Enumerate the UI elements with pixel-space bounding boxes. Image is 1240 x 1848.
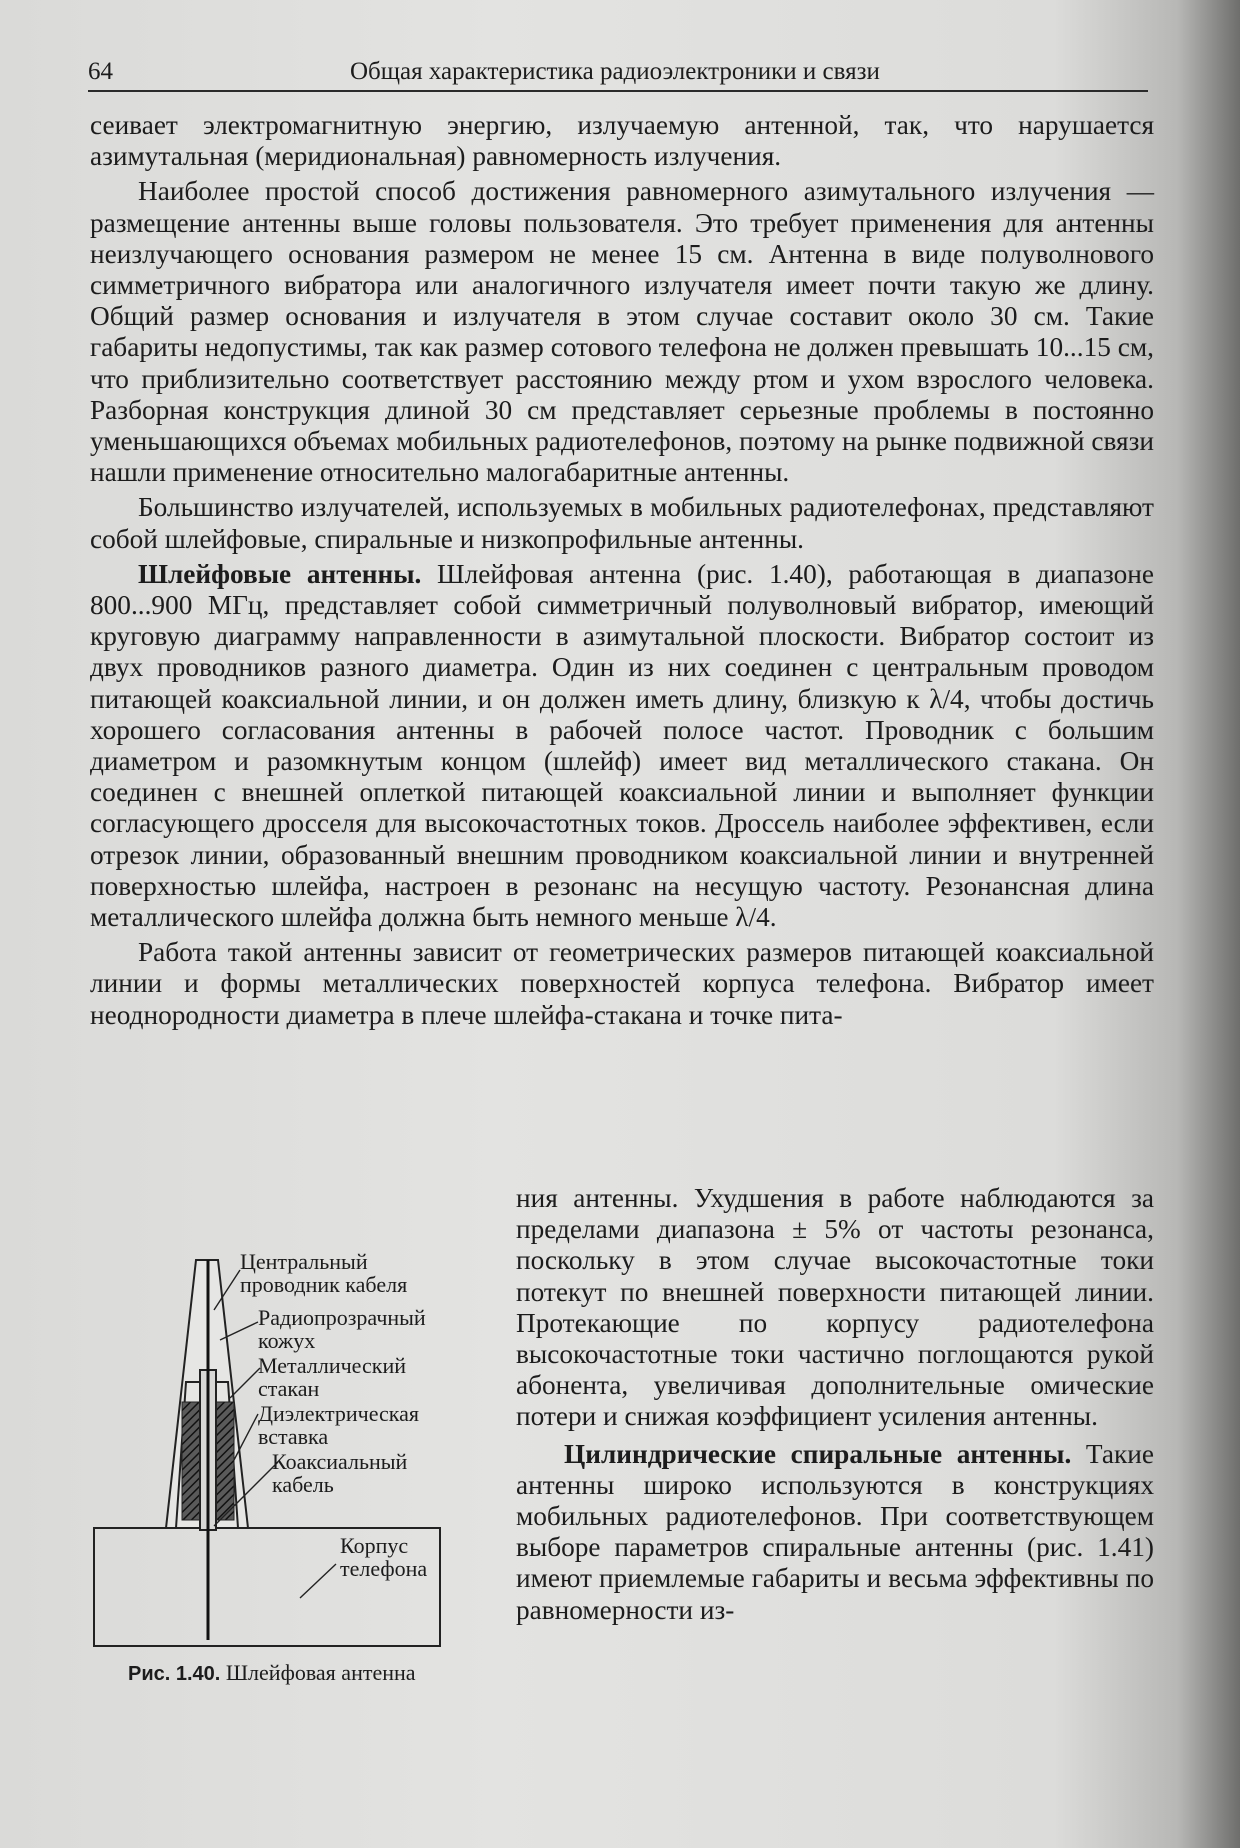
paragraph-antenna-operation: Работа такой антенны зависит от геометрических размеров питающей коаксиальной линии и формы металлических поверхностей корпуса телефона. Вибратор имеет неоднородности диаметра в плече шлейфа-стакана и точке пита- [90,937,1154,1030]
section-heading-loop-antennas: Шлейфовые антенны. [138,558,422,589]
figure-caption [128,1660,416,1686]
figure-caption-number: Рис. 1.40. [128,1663,221,1685]
label-dielectric-insert: Диэлектрическая вставка [258,1401,420,1449]
body-text-upper [90,110,1154,1031]
label-coax-cable: Коаксиальный кабель [272,1449,408,1497]
paragraph-helical-antennas-text: Такие антенны широко используются в конструкциях мобильных радиотелефонов. При соответствующем выборе параметров спиральные антенны (рис. 1.41) имеют приемлемые габариты и весьма эффективны по равномерности из- [516,1438,1155,1625]
figure-caption-text: Шлейфовая антенна [220,1660,416,1685]
label-phone-body: Корпус телефона [340,1533,428,1581]
page-number: 64 [88,58,113,85]
label-central-conductor: Центральный проводник кабеля [240,1249,408,1297]
dielectric-insert-shape [182,1402,200,1520]
section-heading-helical-antennas: Цилиндрические спиральные антенны. [564,1438,1072,1469]
body-text-right-column [516,1183,1154,1626]
running-header [88,56,1148,92]
paragraph-antenna-operation-continued: ния антенны. Ухудшения в работе наблюдаются за пределами диапазона ± 5% от частоты резонанса, поскольку в этом случае высокочастотные токи потекут по внешней поверхности питающей линии. Протекающие по корпусу радиотелефона высокочастотные токи частично поглощаются рукой абонента, увеличивая дополнительные омические потери и снижая коэффициент усиления антенны. [516,1183,1154,1432]
paragraph-helical-antennas [516,1439,1154,1626]
paragraph-radiator-types: Большинство излучателей, используемых в мобильных радиотелефонах, представляют собой шлейфовые, спиральные и низкопрофильные антенны. [90,492,1154,554]
paragraph-uniform-radiation: Наиболее простой способ достижения равномерного азимутального излучения — размещение антенны выше головы пользователя. Это требует применения для антенны неизлучающего основания размером не менее 15 см. Антенна в виде полуволнового симметричного вибратора или аналогичного излучателя имеет почти такую же длину. Общий размер основания и излучателя в этом случае составит около 30 см. Такие габариты недопустимы, так как размер сотового телефона не должен превышать 10...15 см, что приблизительно соответствует расстоянию между ртом и ухом взрослого человека. Разборная конструкция длиной 30 см представляет серьезные проблемы в постоянно уменьшающихся объемах мобильных радиотелефонов, поэтому на рынке подвижной связи нашли применение относительно малогабаритные антенны. [90,176,1154,488]
label-metal-cup: Металлический стакан [258,1353,406,1401]
figure-1-40 [90,1230,510,1690]
running-title: Общая характеристика радиоэлектроники и связи [350,58,880,85]
paragraph-continued: сеивает электромагнитную энергию, излучаемую антенной, так, что нарушается азимутальная (меридиональная) равномерность излучения. [90,110,1154,172]
paragraph-loop-antennas [90,559,1154,933]
paragraph-loop-antennas-text: Шлейфовая антенна (рис. 1.40), работающая в диапазоне 800...900 МГц, представляет собой симметричный полуволновый вибратор, имеющий круговую диаграмму направленности в азимутальной плоскости. Вибратор состоит из двух проводников разного диаметра. Один из них соединен с центральным проводом питающей коаксиальной линии, и он должен иметь длину, близкую к λ/4, чтобы достичь хорошего согласования антенны в рабочей полосе частот. Проводник с большим диаметром и разомкнутым концом (шлейф) имеет вид металлического стакана. Он соединен с внешней оплеткой питающей коаксиальной линии и выполняет функции согласующего дросселя для высокочастотных токов. Дроссель наиболее эффективен, если отрезок линии, образованный внешним проводником коаксиальной линии и внутренней поверхностью шлейфа, настроен в резонанс на несущую частоту. Резонансная длина металлического шлейфа должна быть немного меньше λ/4. [90,558,1154,933]
label-radome: Радиопрозрачный кожух [258,1305,426,1353]
